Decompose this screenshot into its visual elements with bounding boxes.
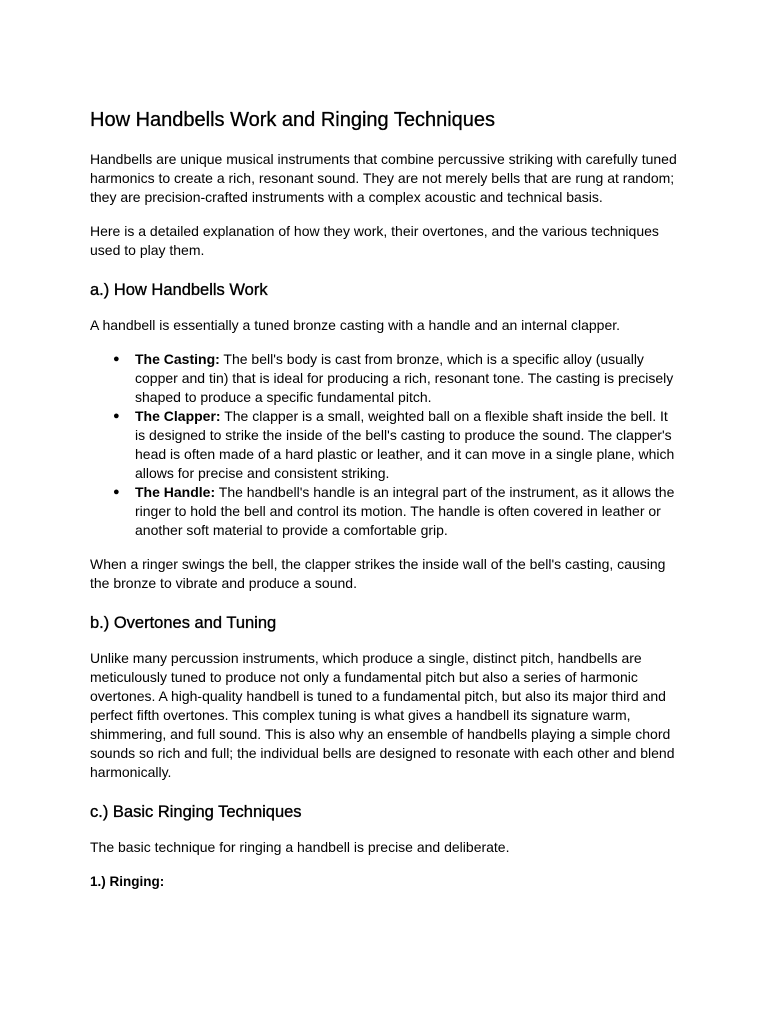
section-a-lead: A handbell is essentially a tuned bronze casting with a handle and an internal clapper. bbox=[90, 317, 621, 333]
list-item bbox=[113, 407, 678, 483]
bullet-term: The Clapper: bbox=[135, 408, 221, 424]
intro-paragraph-1: Handbells are unique musical instruments that combine percussive striking with carefully tuned harmonics to create a rich, resonant sound. They are not merely bells that are rung at random; they are precision-crafted instruments with a complex acoustic and technical basis. bbox=[90, 151, 677, 205]
document-title: How Handbells Work and Ringing Techniques bbox=[90, 109, 496, 131]
bullet-text: The handbell's handle is an integral part of the instrument, as it allows the ringer to hold the bell and control its motion. The handle is often covered in leather or another soft material to provide a comfortable grip. bbox=[135, 484, 675, 538]
section-c-lead: The basic technique for ringing a handbell is precise and deliberate. bbox=[90, 839, 510, 855]
section-a-heading: a.) How Handbells Work bbox=[90, 281, 268, 299]
section-b-body: Unlike many percussion instruments, which produce a single, distinct pitch, handbells are meticulously tuned to produce not only a fundamental pitch but also a series of harmonic overtones. A high-quality handbell is tuned to a fundamental pitch, but also its major third and perfect fifth overtones. This complex tuning is what gives a handbell its signature warm, shimmering, and full sound. This is also why an ensemble of handbells playing a simple chord sounds so rich and full; the individual bells are designed to resonate with each other and blend harmonically. bbox=[90, 650, 675, 780]
bullet-icon: ● bbox=[113, 410, 120, 422]
bullet-term: The Handle: bbox=[135, 484, 216, 500]
section-c-heading: c.) Basic Ringing Techniques bbox=[90, 803, 302, 821]
bullet-text: The bell's body is cast from bronze, which is a specific alloy (usually copper and tin) that is ideal for producing a rich, resonant tone. The casting is precisely shaped to produce a specific fundamental pitch. bbox=[135, 351, 674, 405]
subheading-ringing: 1.) Ringing: bbox=[90, 874, 165, 889]
bullet-icon: ● bbox=[113, 353, 120, 365]
section-a-bullet-list bbox=[90, 350, 678, 540]
list-item bbox=[113, 350, 678, 407]
section-a-closing: When a ringer swings the bell, the clapper strikes the inside wall of the bell's casting, causing the bronze to vibrate and produce a sound. bbox=[90, 556, 666, 591]
section-b-heading: b.) Overtones and Tuning bbox=[90, 614, 277, 632]
bullet-text: The clapper is a small, weighted ball on a flexible shaft inside the bell. It is designed to strike the inside of the bell's casting to produce the sound. The clapper's head is often made of a hard plastic or leather, and it can move in a single plane, which allows for precise and consistent striking. bbox=[135, 408, 675, 481]
list-item bbox=[113, 483, 678, 540]
bullet-icon: ● bbox=[113, 486, 120, 498]
bullet-term: The Casting: bbox=[135, 351, 220, 367]
intro-paragraph-2: Here is a detailed explanation of how they work, their overtones, and the various techniques used to play them. bbox=[90, 223, 659, 258]
